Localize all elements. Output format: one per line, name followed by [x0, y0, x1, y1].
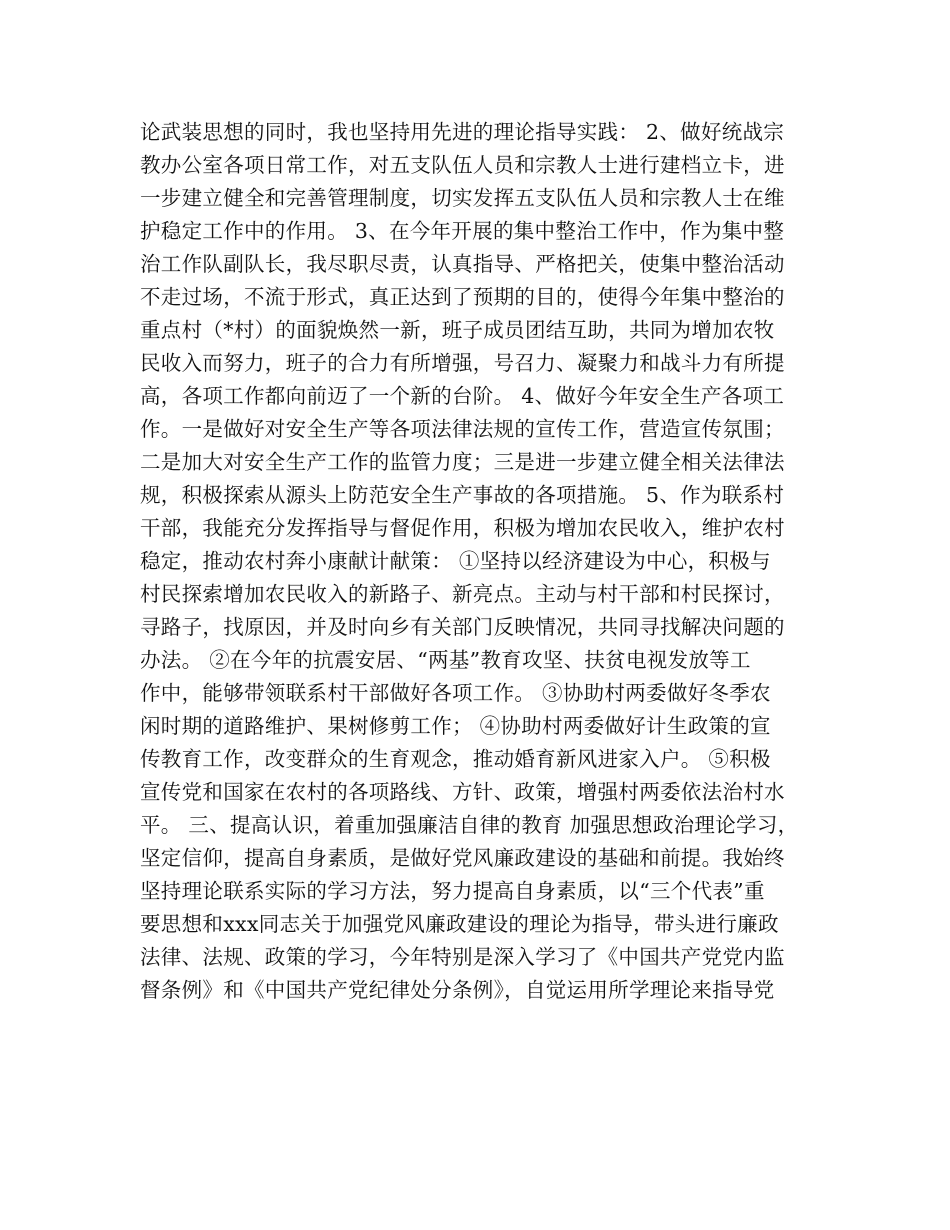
text-line: 办法。 ②在今年的抗震安居、“两基”教育攻坚、扶贫电视发放等工 — [140, 648, 751, 672]
text-line: 平。 三、提高认识，着重加强廉洁自律的教育 加强思想政治理论学习， — [140, 813, 799, 837]
text-line: 要思想和xxx同志关于加强党风廉政建设的理论为指导，带头进行廉政 — [140, 912, 779, 936]
text-line: 干部，我能充分发挥指导与督促作用，积极为增加农民收入，维护农村 — [140, 516, 785, 540]
text-line: 宣传党和国家在农村的各项路线、方针、政策，增强村两委依法治村水 — [140, 780, 785, 804]
text-line: 二是加大对安全生产工作的监管力度；三是进一步建立健全相关法律法 — [140, 450, 785, 474]
text-line: 村民探索增加农民收入的新路子、新亮点。主动与村干部和村民探讨， — [140, 582, 785, 606]
text-line: 传教育工作，改变群众的生育观念，推动婚育新风进家入户。 ⑤积极 — [140, 747, 771, 771]
text-line: 护稳定工作中的作用。 3、在今年开展的集中整治工作中，作为集中整 — [140, 219, 785, 243]
text-line: 闲时期的道路维护、果树修剪工作； ④协助村两委做好计生政策的宣 — [140, 714, 771, 738]
text-line: 坚定信仰，提高自身素质，是做好党风廉政建设的基础和前提。我始终 — [140, 846, 785, 870]
text-line: 坚持理论联系实际的学习方法，努力提高自身素质，以“三个代表”重 — [140, 879, 765, 903]
text-line: 不走过场，不流于形式，真正达到了预期的目的，使得今年集中整治的 — [140, 285, 785, 309]
text-line: 重点村（*村）的面貌焕然一新，班子成员团结互助，共同为增加农牧 — [140, 318, 775, 342]
text-line: 规，积极探索从源头上防范安全生产事故的各项措施。 5、作为联系村 — [140, 483, 785, 507]
body-text — [140, 116, 830, 1007]
text-line: 高，各项工作都向前迈了一个新的台阶。 4、做好今年安全生产各项工 — [140, 384, 785, 408]
text-line: 作。一是做好对安全生产等各项法律法规的宣传工作，营造宣传氛围； — [140, 417, 785, 441]
text-line: 治工作队副队长，我尽职尽责，认真指导、严格把关，使集中整治活动 — [140, 252, 785, 276]
text-line: 一步建立健全和完善管理制度，切实发挥五支队伍人员和宗教人士在维 — [140, 186, 785, 210]
text-line: 督条例》和《中国共产党纪律处分条例》，自觉运用所学理论来指导党 — [140, 978, 775, 1002]
text-line: 寻路子，找原因，并及时向乡有关部门反映情况，共同寻找解决问题的 — [140, 615, 785, 639]
text-line: 法律、法规、政策的学习，今年特别是深入学习了《中国共产党党内监 — [140, 945, 785, 969]
text-line: 教办公室各项日常工作，对五支队伍人员和宗教人士进行建档立卡，进 — [140, 153, 785, 177]
text-line: 稳定，推动农村奔小康献计献策： ①坚持以经济建设为中心，积极与 — [140, 549, 771, 573]
text-line: 民收入而努力，班子的合力有所增强，号召力、凝聚力和战斗力有所提 — [140, 351, 785, 375]
text-line: 论武装思想的同时，我也坚持用先进的理论指导实践： 2、做好统战宗 — [140, 120, 785, 144]
text-line: 作中，能够带领联系村干部做好各项工作。 ③协助村两委做好冬季农 — [140, 681, 771, 705]
